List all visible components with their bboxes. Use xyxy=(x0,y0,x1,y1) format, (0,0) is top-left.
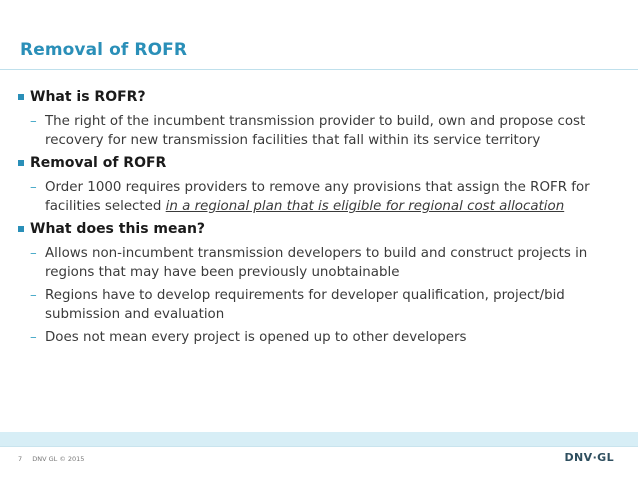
copyright: DNV GL © 2015 xyxy=(32,455,85,463)
footer-band xyxy=(0,432,638,446)
dash-icon: – xyxy=(30,114,37,129)
bullet-heading: What does this mean? xyxy=(30,221,206,237)
sub-bullet-text: Allows non-incumbent transmission developers to build and construct projects in regions that may have been previously unobtainable xyxy=(45,246,588,280)
footer-divider xyxy=(0,446,638,447)
sub-bullet-text: Order 1000 requires providers to remove any provisions that assign the ROFR for facilities selected xyxy=(45,180,590,214)
footer xyxy=(18,455,84,463)
dash-icon: – xyxy=(30,246,37,261)
sub-bullet-text: Does not mean every project is opened up to other developers xyxy=(45,330,467,345)
bullet-heading: Removal of ROFR xyxy=(30,155,167,171)
slide-content xyxy=(18,88,630,347)
sub-bullet xyxy=(18,244,630,282)
square-bullet-icon xyxy=(18,94,24,100)
title-divider xyxy=(0,69,638,70)
bullet-heading: What is ROFR? xyxy=(30,89,146,105)
slide-title: Removal of ROFR xyxy=(20,40,188,60)
bullet-what-is-rofr xyxy=(18,88,630,106)
sub-bullet-text: Regions have to develop requirements for developer qualification, project/bid submission and evaluation xyxy=(45,288,565,322)
bullet-what-does-this-mean xyxy=(18,220,630,238)
sub-bullet xyxy=(18,112,630,150)
square-bullet-icon xyxy=(18,226,24,232)
dash-icon: – xyxy=(30,288,37,303)
bullet-removal-of-rofr xyxy=(18,154,630,172)
sub-bullet xyxy=(18,328,630,347)
dash-icon: – xyxy=(30,330,37,345)
square-bullet-icon xyxy=(18,160,24,166)
dnv-gl-logo: DNV·GL xyxy=(564,451,614,464)
page-number: 7 xyxy=(18,455,23,463)
sub-bullet-text: The right of the incumbent transmission provider to build, own and propose cost recovery for new transmission facilities that fall within its service territory xyxy=(45,114,586,148)
dash-icon: – xyxy=(30,180,37,195)
emphasized-text: in a regional plan that is eligible for regional cost allocation xyxy=(165,199,565,214)
sub-bullet xyxy=(18,178,630,216)
sub-bullet xyxy=(18,286,630,324)
